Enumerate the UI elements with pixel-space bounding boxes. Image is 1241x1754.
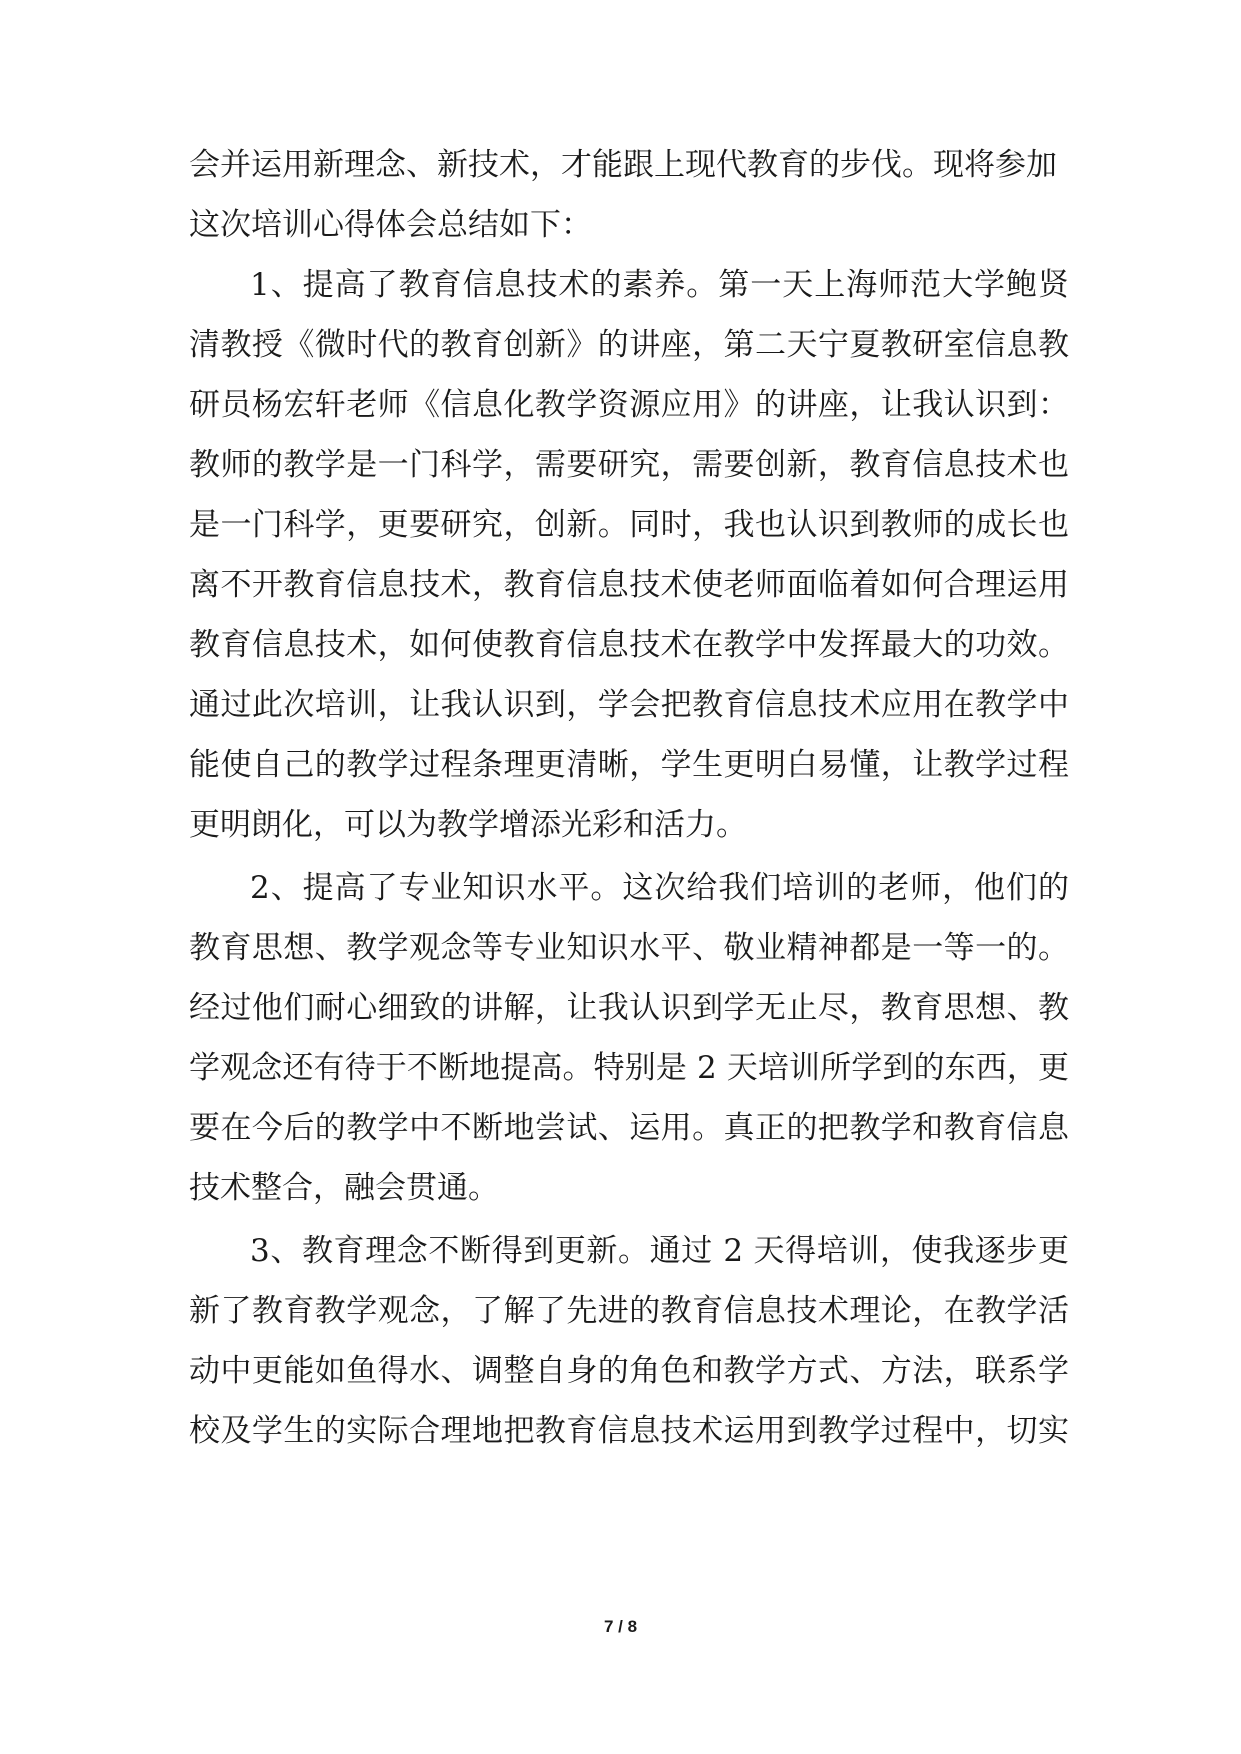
text-line: 研员杨宏轩老师《信息化教学资源应用》的讲座，让我认识到： [189,387,1069,423]
page-number: 7 / 8 [603,1617,638,1636]
text-line: 会并运用新理念、新技术，才能跟上现代教育的步伐。现将参加 [189,147,1057,183]
text-line: 是一门科学，更要研究，创新。同时，我也认识到教师的成长也 [189,507,1069,543]
text-line: 学观念还有待于不断地提高。特别是 2 天培训所学到的东西，更 [189,1050,1069,1086]
text-line: 新了教育教学观念，了解了先进的教育信息技术理论，在教学活 [189,1293,1069,1329]
text-line: 教师的教学是一门科学，需要研究，需要创新，教育信息技术也 [189,447,1069,483]
text-line: 经过他们耐心细致的讲解，让我认识到学无止尽，教育思想、教 [189,990,1069,1026]
paragraph-first-line: 1、提高了教育信息技术的素养。第一天上海师范大学鲍贤 [250,267,1069,303]
text-line: 更明朗化，可以为教学增添光彩和活力。 [189,807,747,843]
text-line: 通过此次培训，让我认识到，学会把教育信息技术应用在教学中 [189,687,1069,723]
text-line: 技术整合，融会贯通。 [189,1170,499,1206]
text-line: 这次培训心得体会总结如下： [189,207,592,243]
text-line: 教育信息技术，如何使教育信息技术在教学中发挥最大的功效。 [189,627,1069,663]
text-line: 清教授《微时代的教育创新》的讲座，第二天宁夏教研室信息教 [189,327,1069,363]
paragraph-first-line: 3、教育理念不断得到更新。通过 2 天得培训，使我逐步更 [250,1233,1069,1269]
text-line: 动中更能如鱼得水、调整自身的角色和教学方式、方法，联系学 [189,1353,1069,1389]
text-line: 校及学生的实际合理地把教育信息技术运用到教学过程中，切实 [189,1413,1069,1449]
text-line: 要在今后的教学中不断地尝试、运用。真正的把教学和教育信息 [189,1110,1069,1146]
paragraph-first-line: 2、提高了专业知识水平。这次给我们培训的老师，他们的 [250,870,1069,906]
text-line: 离不开教育信息技术，教育信息技术使老师面临着如何合理运用 [189,567,1069,603]
text-line: 教育思想、教学观念等专业知识水平、敬业精神都是一等一的。 [189,930,1069,966]
text-line: 能使自己的教学过程条理更清晰，学生更明白易懂，让教学过程 [189,747,1069,783]
